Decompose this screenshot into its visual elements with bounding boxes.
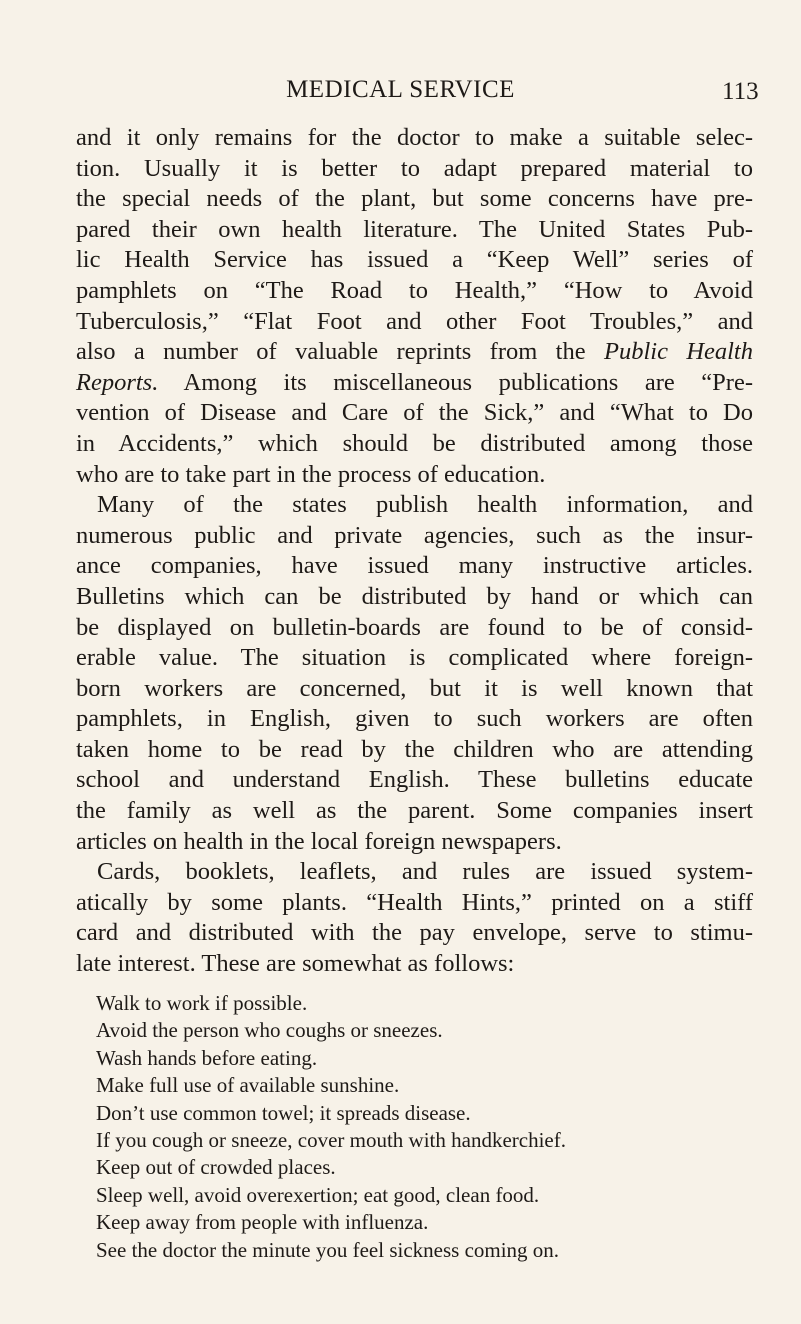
line-text: in Accidents,” which should be distributed among those — [76, 429, 753, 457]
line-text: vention of Disease and Care of the Sick,” and “What to Do — [76, 399, 753, 427]
text-line — [76, 307, 753, 338]
line-text: Bulletins which can be distributed by hand or which can — [76, 582, 753, 610]
text-line — [76, 215, 753, 246]
list-item: Wash hands before eating. — [96, 1045, 318, 1070]
list-item: See the doctor the minute you feel sickness coming on. — [96, 1237, 560, 1262]
line-text: card and distributed with the pay envelope, serve to stimu- — [76, 919, 753, 947]
line-text: born workers are concerned, but it is well known that — [76, 674, 753, 702]
text-line — [76, 123, 753, 154]
text-line — [76, 674, 753, 705]
running-title: MEDICAL SERVICE — [286, 76, 515, 103]
text-line — [76, 368, 753, 399]
list-item: Make full use of available sunshine. — [96, 1073, 400, 1098]
text-line — [76, 765, 753, 796]
line-text: Cards, booklets, leaflets, and rules are issued system- — [97, 858, 753, 886]
text-line — [76, 827, 753, 858]
list-item: Walk to work if possible. — [96, 991, 308, 1015]
text-line — [76, 582, 753, 613]
line-text: the family as well as the parent. Some companies insert — [76, 797, 753, 825]
text-line — [76, 888, 753, 919]
text-line — [76, 521, 753, 552]
line-text: Many of the states publish health information, and — [97, 491, 753, 519]
list-item: Sleep well, avoid overexertion; eat good, clean food. — [96, 1182, 540, 1207]
text-line — [76, 704, 753, 735]
text-line — [76, 796, 753, 827]
line-text: school and understand English. These bulletins educate — [76, 766, 753, 794]
line-text: be displayed on bulletin-boards are found to be of consid- — [76, 613, 753, 641]
list-item: Keep away from people with influenza. — [96, 1210, 429, 1235]
text-line — [76, 276, 753, 307]
text-line — [76, 918, 753, 949]
health-hints-list — [96, 990, 756, 1264]
line-text: Tuberculosis,” “Flat Foot and other Foot Troubles,” and — [76, 307, 753, 335]
line-text: also a number of valuable reprints from the — [76, 338, 586, 366]
text-line — [76, 949, 753, 980]
list-item: Keep out of crowded places. — [96, 1155, 336, 1180]
line-text: pamphlets on “The Road to Health,” “How to Avoid — [76, 276, 753, 304]
italic-text: Reports. — [76, 368, 159, 396]
line-text: who are to take part in the process of education. — [76, 460, 546, 488]
page-number: 113 — [722, 78, 759, 105]
text-line — [76, 857, 753, 888]
line-text: taken home to be read by the children who are attending — [76, 735, 753, 763]
line-text: late interest. These are somewhat as follows: — [76, 950, 515, 978]
text-line — [76, 398, 753, 429]
line-text: numerous public and private agencies, such as the insur- — [76, 521, 753, 549]
text-line — [76, 735, 753, 766]
line-text: lic Health Service has issued a “Keep Well” series of — [76, 246, 753, 274]
text-line — [76, 643, 753, 674]
text-line — [76, 184, 753, 215]
line-text: pared their own health literature. The United States Pub- — [76, 215, 753, 243]
text-line — [76, 429, 753, 460]
list-item: If you cough or sneeze, cover mouth with handkerchief. — [96, 1127, 566, 1152]
text-line — [76, 490, 753, 521]
page-header — [0, 76, 801, 110]
italic-text: Public Health — [603, 338, 753, 366]
line-text: tion. Usually it is better to adapt prepared material to — [76, 154, 753, 182]
text-line — [76, 245, 753, 276]
text-line — [76, 154, 753, 185]
line-text: ance companies, have issued many instructive articles. — [76, 552, 753, 580]
line-text: atically by some plants. “Health Hints,” printed on a stiff — [76, 888, 753, 916]
line-text: pamphlets, in English, given to such workers are often — [76, 705, 753, 733]
list-item: Avoid the person who coughs or sneezes. — [96, 1018, 443, 1043]
line-text: erable value. The situation is complicated where foreign- — [76, 644, 753, 672]
text-line — [76, 460, 753, 491]
text-line — [76, 551, 753, 582]
text-line — [76, 337, 753, 368]
body-text — [76, 123, 753, 980]
text-line — [76, 613, 753, 644]
line-text: Among its miscellaneous publications are “Pre- — [158, 368, 753, 396]
line-text: the special needs of the plant, but some concerns have pre- — [76, 185, 753, 213]
line-text: and it only remains for the doctor to make a suitable selec- — [76, 124, 753, 151]
list-item: Don’t use common towel; it spreads disease. — [96, 1100, 471, 1125]
line-text: articles on health in the local foreign newspapers. — [76, 827, 562, 855]
